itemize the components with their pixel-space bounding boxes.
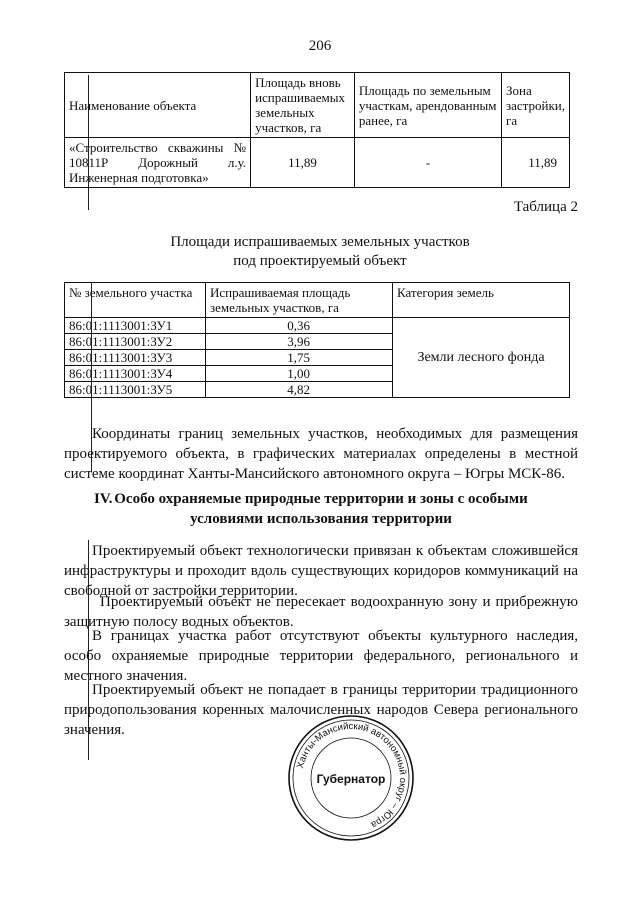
- plot-area-cell: 1,75: [206, 350, 393, 366]
- land-plots-table: [64, 282, 570, 398]
- seal-center-text: Губернатор: [316, 772, 386, 786]
- table-header-row: [65, 73, 570, 138]
- coordinates-paragraph: Координаты границ земельных участков, необходимых для размещения проектируемого объекта, в графических материалах определены в местной системе координат Ханты-Мансийского автономного округа – Югры МСК-86.: [64, 426, 578, 482]
- body-paragraph: В границах участка работ отсутствуют объекты культурного наследия, особо охраняемые природные территории федерального, регионального и местного значения.: [64, 628, 578, 684]
- section-heading: [64, 489, 578, 529]
- plot-area-cell: 0,36: [206, 318, 393, 334]
- table-header-row: [65, 283, 570, 318]
- leased-area-cell: -: [354, 138, 501, 188]
- body-paragraph: Проектируемый объект технологически привязан к объектам сложившейся инфраструктуры и проходит вдоль существующих коридоров коммуникаций на свободной от застройки территории.: [64, 543, 578, 599]
- section-title-line: условиями использования территории: [190, 511, 452, 527]
- header-build-zone: Зона застройки, га: [502, 73, 570, 138]
- table-title-line: Площади испрашиваемых земельных участков: [170, 234, 470, 250]
- body-paragraph: Проектируемый объект не попадает в границы территории традиционного природопользования коренных малочисленных народов Севера регионального значения.: [64, 682, 578, 738]
- header-object-name: Наименование объекта: [65, 73, 251, 138]
- new-area-cell: 11,89: [251, 138, 355, 188]
- seal-ring-text: Ханты-Мансийский автономный округ – Югра: [295, 720, 409, 831]
- table-row: [65, 318, 570, 334]
- plot-area-cell: 1,00: [206, 366, 393, 382]
- header-plot-area: Испрашиваемая площадь земельных участков, га: [206, 283, 393, 318]
- page-number: 206: [308, 38, 332, 54]
- build-zone-cell: 11,89: [502, 138, 570, 188]
- land-category-cell: Земли лесного фонда: [393, 318, 570, 398]
- object-name-cell: «Строительство скважины № 10811Р Дорожный л.у. Инженерная подготовка»: [65, 138, 251, 188]
- plot-id-cell: 86:01:1113001:ЗУ1: [65, 318, 206, 334]
- section-title-line: Особо охраняемые природные территории и зоны с особыми: [114, 491, 528, 507]
- header-leased-area: Площадь по земельным участкам, арендованным ранее, га: [354, 73, 501, 138]
- section-number: IV.: [94, 491, 113, 507]
- plot-id-cell: 86:01:1113001:ЗУ5: [65, 382, 206, 398]
- table-title-line: под проектируемый объект: [233, 253, 407, 269]
- header-new-area: Площадь вновь испрашиваемых земельных участков, га: [251, 73, 355, 138]
- plot-id-cell: 86:01:1113001:ЗУ3: [65, 350, 206, 366]
- plot-area-cell: 3,96: [206, 334, 393, 350]
- header-plot-number: № земельного участка: [65, 283, 206, 318]
- body-paragraph: Проектируемый объект не пересекает водоохранную зону и прибрежную защитную полосу водных объектов.: [64, 594, 578, 630]
- table-caption: Таблица 2: [513, 199, 578, 215]
- plot-id-cell: 86:01:1113001:ЗУ2: [65, 334, 206, 350]
- table-row: [65, 138, 570, 188]
- plot-id-cell: 86:01:1113001:ЗУ4: [65, 366, 206, 382]
- header-land-category: Категория земель: [393, 283, 570, 318]
- plot-area-cell: 4,82: [206, 382, 393, 398]
- table-title: [0, 233, 640, 271]
- objects-table: [64, 72, 570, 188]
- governor-seal: [286, 713, 416, 843]
